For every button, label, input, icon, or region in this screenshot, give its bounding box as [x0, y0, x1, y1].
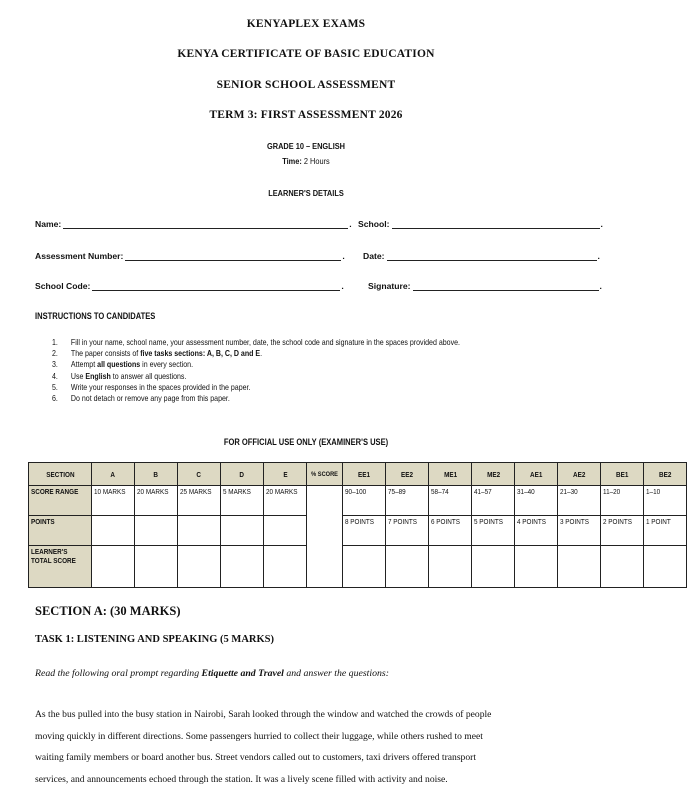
learner-level-cell[interactable] — [515, 546, 558, 588]
instruction-item: 1. Fill in your name, school name, your assessment number, date, the school code and signature in the spaces provided above. — [52, 338, 460, 347]
learner-level-cell[interactable] — [644, 546, 687, 588]
passage-line: moving quickly in different directions. Some passengers hurried to collect their luggage, while others rushed to meet — [35, 730, 483, 742]
learner-level-cell[interactable] — [343, 546, 386, 588]
time-label: Time: — [282, 156, 302, 166]
learner-total-row — [29, 546, 687, 588]
score-range-cell: 31–40 — [515, 486, 558, 516]
header-cell: AE1 — [515, 463, 558, 486]
signature-field[interactable]: Signature: . — [368, 281, 602, 291]
score-range-cell: 1–10 — [644, 486, 687, 516]
score-range-cell: 90–100 — [343, 486, 386, 516]
instruction-item: 5. Write your responses in the spaces provided in the paper. — [52, 382, 251, 392]
section-marks-cell: 10 MARKS — [92, 486, 135, 516]
points-cell: 4 POINTS — [515, 516, 558, 546]
assessment-title: SENIOR SCHOOL ASSESSMENT — [216, 79, 396, 91]
section-a-title: SECTION A: (30 MARKS) — [35, 604, 181, 618]
passage-line: waiting family members or board another bus. Street vendors called out to customers, taxi drivers offered transport — [35, 752, 477, 763]
header-cell: D — [221, 463, 264, 486]
task-prompt: Read the following oral prompt regarding Etiquette and Travel and answer the questions: — [35, 668, 389, 679]
header-cell: % SCORE — [307, 463, 343, 486]
learner-score-cell[interactable] — [135, 546, 178, 588]
passage-line: services, and announcements echoed through the station. It was a lively scene filled with activity and noise. — [35, 773, 448, 785]
header-cell: A — [92, 463, 135, 486]
instruction-item: 2. The paper consists of five tasks sections: A, B, C, D and E. — [52, 349, 263, 359]
score-table-header-row — [29, 463, 687, 486]
header-cell: C — [178, 463, 221, 486]
header-cell: BE2 — [644, 463, 687, 486]
assessment-number-line[interactable] — [125, 252, 341, 261]
header-cell: AE2 — [558, 463, 601, 486]
learner-level-cell[interactable] — [472, 546, 515, 588]
learner-score-cell[interactable] — [92, 546, 135, 588]
time-allowed — [43, 156, 569, 166]
official-use-heading: FOR OFFICIAL USE ONLY (EXAMINER'S USE) — [223, 437, 389, 447]
score-range-row — [29, 486, 687, 516]
instruction-item: 4. Use English to answer all questions. — [52, 371, 187, 381]
school-code-label: School Code: — [35, 281, 91, 291]
section-points-cell[interactable] — [221, 516, 264, 546]
learner-score-cell[interactable] — [178, 546, 221, 588]
assessment-number-field[interactable]: Assessment Number: . — [35, 251, 345, 261]
date-field[interactable]: Date: . — [363, 251, 600, 261]
instructions-title: INSTRUCTIONS TO CANDIDATES — [35, 311, 156, 321]
time-value: 2 Hours — [303, 156, 330, 166]
learner-level-cell[interactable] — [386, 546, 429, 588]
header-cell: E — [264, 463, 307, 486]
section-points-cell[interactable] — [135, 516, 178, 546]
score-range-cell: 58–74 — [429, 486, 472, 516]
certificate-title: KENYA CERTIFICATE OF BASIC EDUCATION — [177, 48, 435, 60]
score-table — [28, 462, 687, 588]
task-1-title: TASK 1: LISTENING AND SPEAKING (5 MARKS) — [35, 634, 275, 645]
row-label: POINTS — [29, 516, 92, 546]
date-line[interactable] — [387, 252, 597, 261]
prompt-topic: Etiquette and Travel — [201, 668, 284, 679]
points-cell: 7 POINTS — [386, 516, 429, 546]
row-label: SCORE RANGE — [29, 486, 92, 516]
section-points-cell[interactable] — [92, 516, 135, 546]
header-cell: BE1 — [601, 463, 644, 486]
assessment-number-label: Assessment Number: — [35, 251, 124, 261]
passage-line: As the bus pulled into the busy station in Nairobi, Sarah looked through the window and watched the crowds of people — [35, 709, 492, 720]
points-cell: 6 POINTS — [429, 516, 472, 546]
header-cell: SECTION — [29, 463, 92, 486]
score-range-cell: 41–57 — [472, 486, 515, 516]
section-points-cell[interactable] — [264, 516, 307, 546]
header-cell: EE1 — [343, 463, 386, 486]
learner-level-cell[interactable] — [429, 546, 472, 588]
signature-label: Signature: — [368, 281, 411, 291]
row-label: LEARNER'S TOTAL SCORE — [29, 546, 92, 588]
points-cell: 3 POINTS — [558, 516, 601, 546]
grade-subject: GRADE 10 – ENGLISH — [266, 141, 346, 151]
passage — [35, 704, 613, 790]
instructions-list — [52, 337, 460, 404]
section-marks-cell: 20 MARKS — [135, 486, 178, 516]
header-cell: ME1 — [429, 463, 472, 486]
section-points-cell[interactable] — [178, 516, 221, 546]
points-cell: 5 POINTS — [472, 516, 515, 546]
school-field[interactable]: School: . — [358, 219, 603, 229]
score-range-cell: 11–20 — [601, 486, 644, 516]
learner-level-cell[interactable] — [601, 546, 644, 588]
school-code-field[interactable]: School Code: . — [35, 281, 344, 291]
points-cell: 1 POINT — [644, 516, 687, 546]
learner-score-cell[interactable] — [221, 546, 264, 588]
name-label: Name: — [35, 219, 62, 229]
instruction-item: 3. Attempt all questions in every section. — [52, 360, 194, 370]
header-cell: B — [135, 463, 178, 486]
header-cell: EE2 — [386, 463, 429, 486]
score-range-cell: 75–89 — [386, 486, 429, 516]
score-range-cell: 21–30 — [558, 486, 601, 516]
school-line[interactable] — [392, 220, 600, 229]
points-cell: 8 POINTS — [343, 516, 386, 546]
instruction-item: 6. Do not detach or remove any page from this paper. — [52, 393, 230, 403]
school-code-line[interactable] — [92, 282, 340, 291]
points-cell: 2 POINTS — [601, 516, 644, 546]
section-marks-cell: 5 MARKS — [221, 486, 264, 516]
section-marks-cell: 25 MARKS — [178, 486, 221, 516]
header-cell: ME2 — [472, 463, 515, 486]
name-line[interactable] — [63, 220, 348, 229]
learner-score-cell[interactable] — [264, 546, 307, 588]
section-marks-cell: 20 MARKS — [264, 486, 307, 516]
learner-level-cell[interactable] — [558, 546, 601, 588]
learner-details-heading: LEARNER'S DETAILS — [268, 188, 344, 198]
term-title: TERM 3: FIRST ASSESSMENT 2026 — [209, 109, 403, 121]
percent-score-cell[interactable] — [307, 486, 343, 588]
points-row — [29, 516, 687, 546]
name-field[interactable]: Name: . — [35, 219, 352, 229]
signature-line[interactable] — [413, 282, 599, 291]
date-label: Date: — [363, 251, 385, 261]
org-title: KENYAPLEX EXAMS — [246, 18, 366, 30]
school-label: School: — [358, 219, 390, 229]
